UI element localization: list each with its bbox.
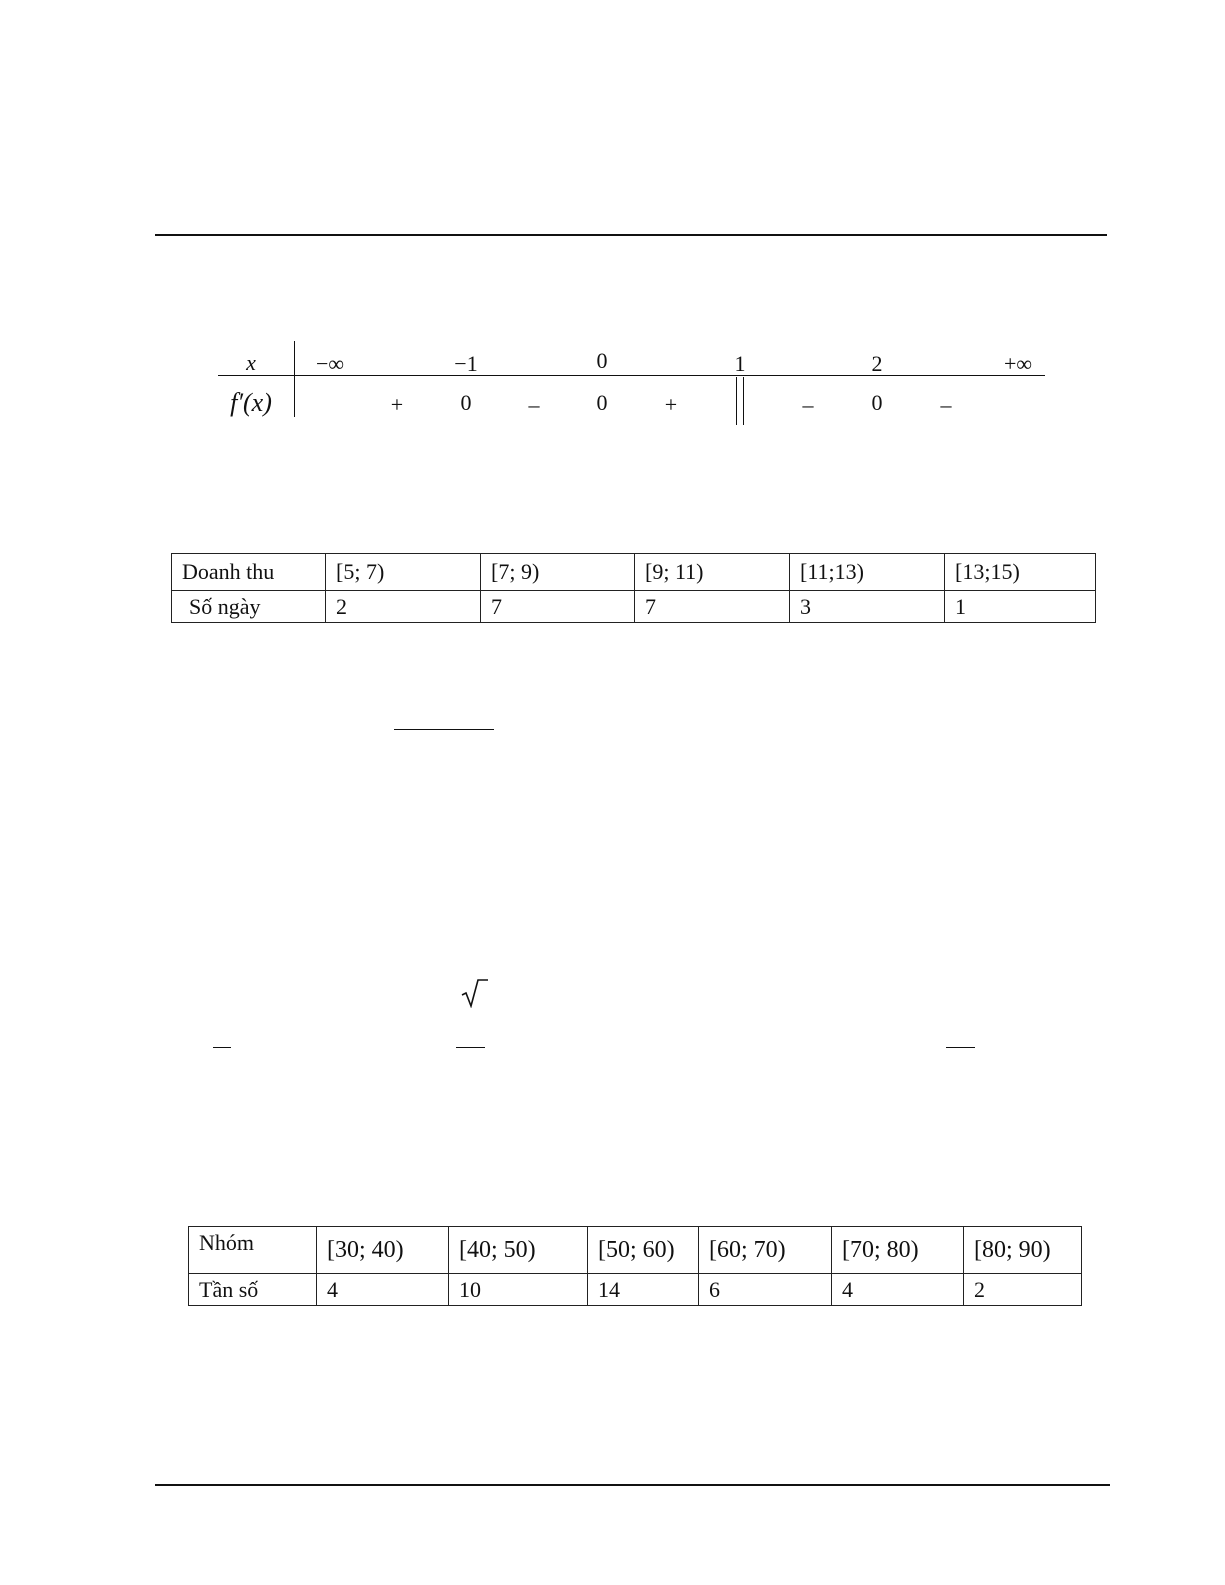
interval-cell: [40; 50) bbox=[449, 1227, 588, 1274]
x-label: x bbox=[246, 350, 256, 375]
x-value: 0 bbox=[596, 348, 608, 373]
interval-cell: [60; 70) bbox=[699, 1227, 832, 1274]
fraction-bar bbox=[946, 1047, 975, 1048]
count-cell: 7 bbox=[635, 591, 790, 623]
x-value: +∞ bbox=[1003, 351, 1033, 376]
x-value: 2 bbox=[871, 351, 883, 376]
count-cell: 4 bbox=[317, 1274, 449, 1306]
interval-cell: [7; 9) bbox=[481, 554, 635, 591]
sign-cell: – bbox=[940, 392, 952, 417]
sign-cell: – bbox=[528, 392, 540, 417]
bottom-divider bbox=[155, 1484, 1110, 1486]
count-cell: 3 bbox=[790, 591, 945, 623]
sign-cell: 0 bbox=[871, 390, 883, 415]
sign-cell: + bbox=[664, 392, 678, 417]
interval-cell: [30; 40) bbox=[317, 1227, 449, 1274]
count-cell: 14 bbox=[588, 1274, 699, 1306]
derivative-label: f′(x) bbox=[230, 388, 272, 417]
count-cell: 4 bbox=[832, 1274, 964, 1306]
x-value: 1 bbox=[734, 351, 746, 376]
x-value: −1 bbox=[454, 351, 478, 376]
interval-cell: [80; 90) bbox=[964, 1227, 1082, 1274]
interval-cell: [13;15) bbox=[945, 554, 1096, 591]
table-row bbox=[172, 591, 1096, 623]
interval-cell: [70; 80) bbox=[832, 1227, 964, 1274]
header-cell: Doanh thu bbox=[172, 554, 326, 591]
fraction-bar bbox=[456, 1047, 485, 1048]
undefined-marker-right bbox=[743, 377, 744, 425]
fraction-bar bbox=[394, 729, 494, 730]
sign-cell: + bbox=[390, 392, 404, 417]
sign-cell: – bbox=[802, 392, 814, 417]
count-cell: 1 bbox=[945, 591, 1096, 623]
interval-cell: [9; 11) bbox=[635, 554, 790, 591]
table-row bbox=[189, 1274, 1082, 1306]
interval-cell: [50; 60) bbox=[588, 1227, 699, 1274]
table-row bbox=[189, 1227, 1082, 1274]
header-cell: Nhóm bbox=[189, 1227, 317, 1274]
count-cell: 2 bbox=[964, 1274, 1082, 1306]
interval-cell: [11;13) bbox=[790, 554, 945, 591]
interval-cell: [5; 7) bbox=[326, 554, 481, 591]
group-frequency-table bbox=[188, 1226, 1082, 1306]
x-value: −∞ bbox=[315, 351, 345, 376]
top-divider bbox=[155, 234, 1107, 236]
table-row bbox=[172, 554, 1096, 591]
undefined-marker-left bbox=[736, 377, 737, 425]
square-root-icon bbox=[460, 978, 490, 1008]
fraction-bar bbox=[213, 1047, 231, 1048]
sign-table bbox=[210, 335, 1060, 435]
count-cell: 7 bbox=[481, 591, 635, 623]
sign-cell: 0 bbox=[460, 390, 472, 415]
row-label-cell: Tần số bbox=[189, 1274, 317, 1306]
count-cell: 10 bbox=[449, 1274, 588, 1306]
count-cell: 2 bbox=[326, 591, 481, 623]
sign-table-vertical-line bbox=[294, 341, 295, 417]
sign-cell: 0 bbox=[596, 390, 608, 415]
revenue-frequency-table bbox=[171, 553, 1096, 623]
row-label-cell: Số ngày bbox=[172, 591, 326, 623]
count-cell: 6 bbox=[699, 1274, 832, 1306]
